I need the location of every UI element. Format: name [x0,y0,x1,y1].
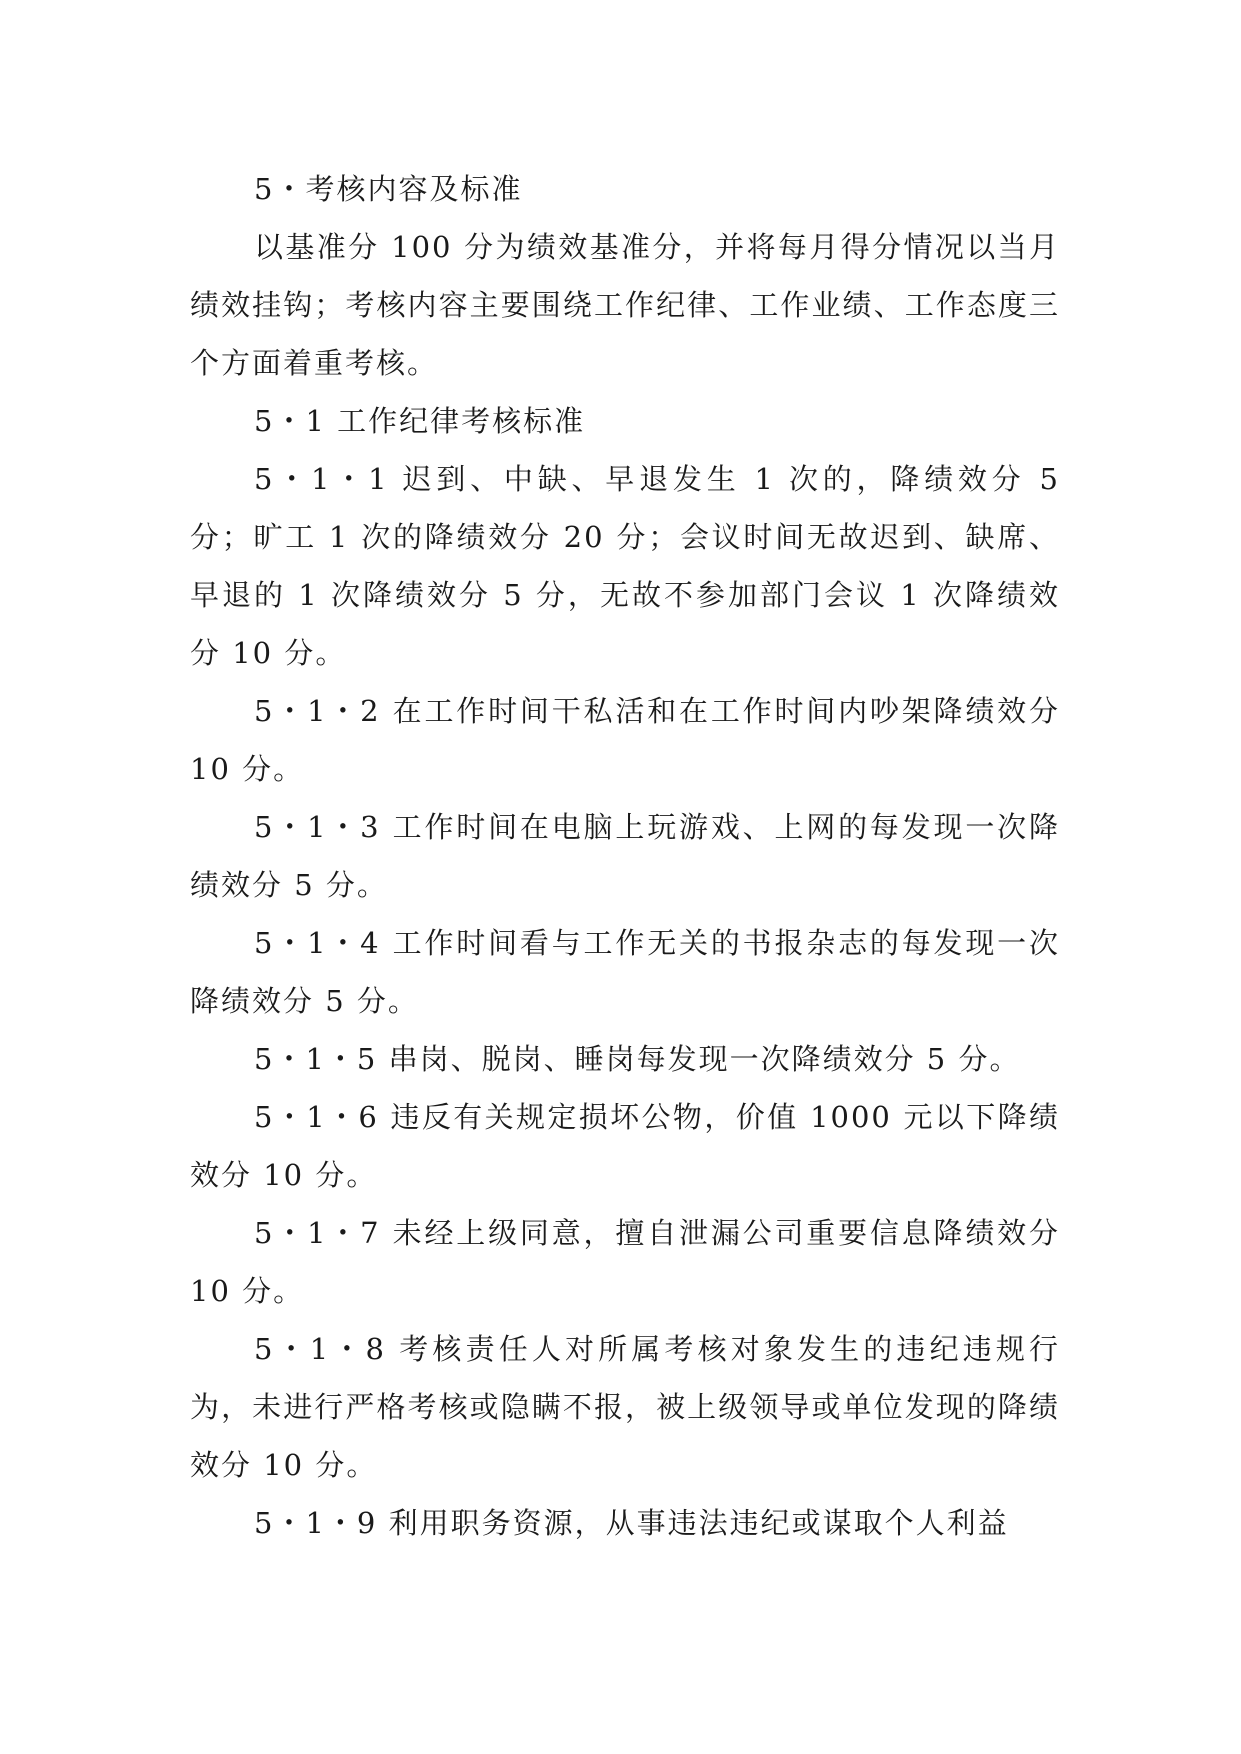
section-heading-5: 5・考核内容及标准 [254,172,523,206]
clause-5-1-9: 5・1・9 利用职务资源，从事违法违纪或谋取个人利益 [254,1506,1009,1540]
clause-5-1-5: 5・1・5 串岗、脱岗、睡岗每发现一次降绩效分 5 分。 [254,1042,1021,1076]
document-body [190,160,1060,1552]
clause-5-1-3: 5・1・3 工作时间在电脑上玩游戏、上网的每发现一次降绩效分 5 分。 [190,810,1060,902]
clause-5-1-4: 5・1・4 工作时间看与工作无关的书报杂志的每发现一次降绩效分 5 分。 [190,926,1060,1018]
clause-5-1-7: 5・1・7 未经上级同意，擅自泄漏公司重要信息降绩效分 10 分。 [190,1216,1060,1308]
clause-5-1-8: 5・1・8 考核责任人对所属考核对象发生的违纪违规行为，未进行严格考核或隐瞒不报，被上级领导或单位发现的降绩效分 10 分。 [190,1332,1060,1482]
section-heading-5-1: 5・1 工作纪律考核标准 [254,404,586,438]
clause-5-1-1: 5・1・1 迟到、中缺、早退发生 1 次的，降绩效分 5 分；旷工 1 次的降绩效分 20 分；会议时间无故迟到、缺席、早退的 1 次降绩效分 5 分，无故不参加部门会议 1 次降绩效分 10 分。 [190,462,1060,670]
clause-5-1-6: 5・1・6 违反有关规定损坏公物，价值 1000 元以下降绩效分 10 分。 [190,1100,1060,1192]
clause-5-1-2: 5・1・2 在工作时间干私活和在工作时间内吵架降绩效分 10 分。 [190,694,1060,786]
paragraph-intro: 以基准分 100 分为绩效基准分，并将每月得分情况以当月绩效挂钩；考核内容主要围绕工作纪律、工作业绩、工作态度三个方面着重考核。 [190,230,1060,380]
